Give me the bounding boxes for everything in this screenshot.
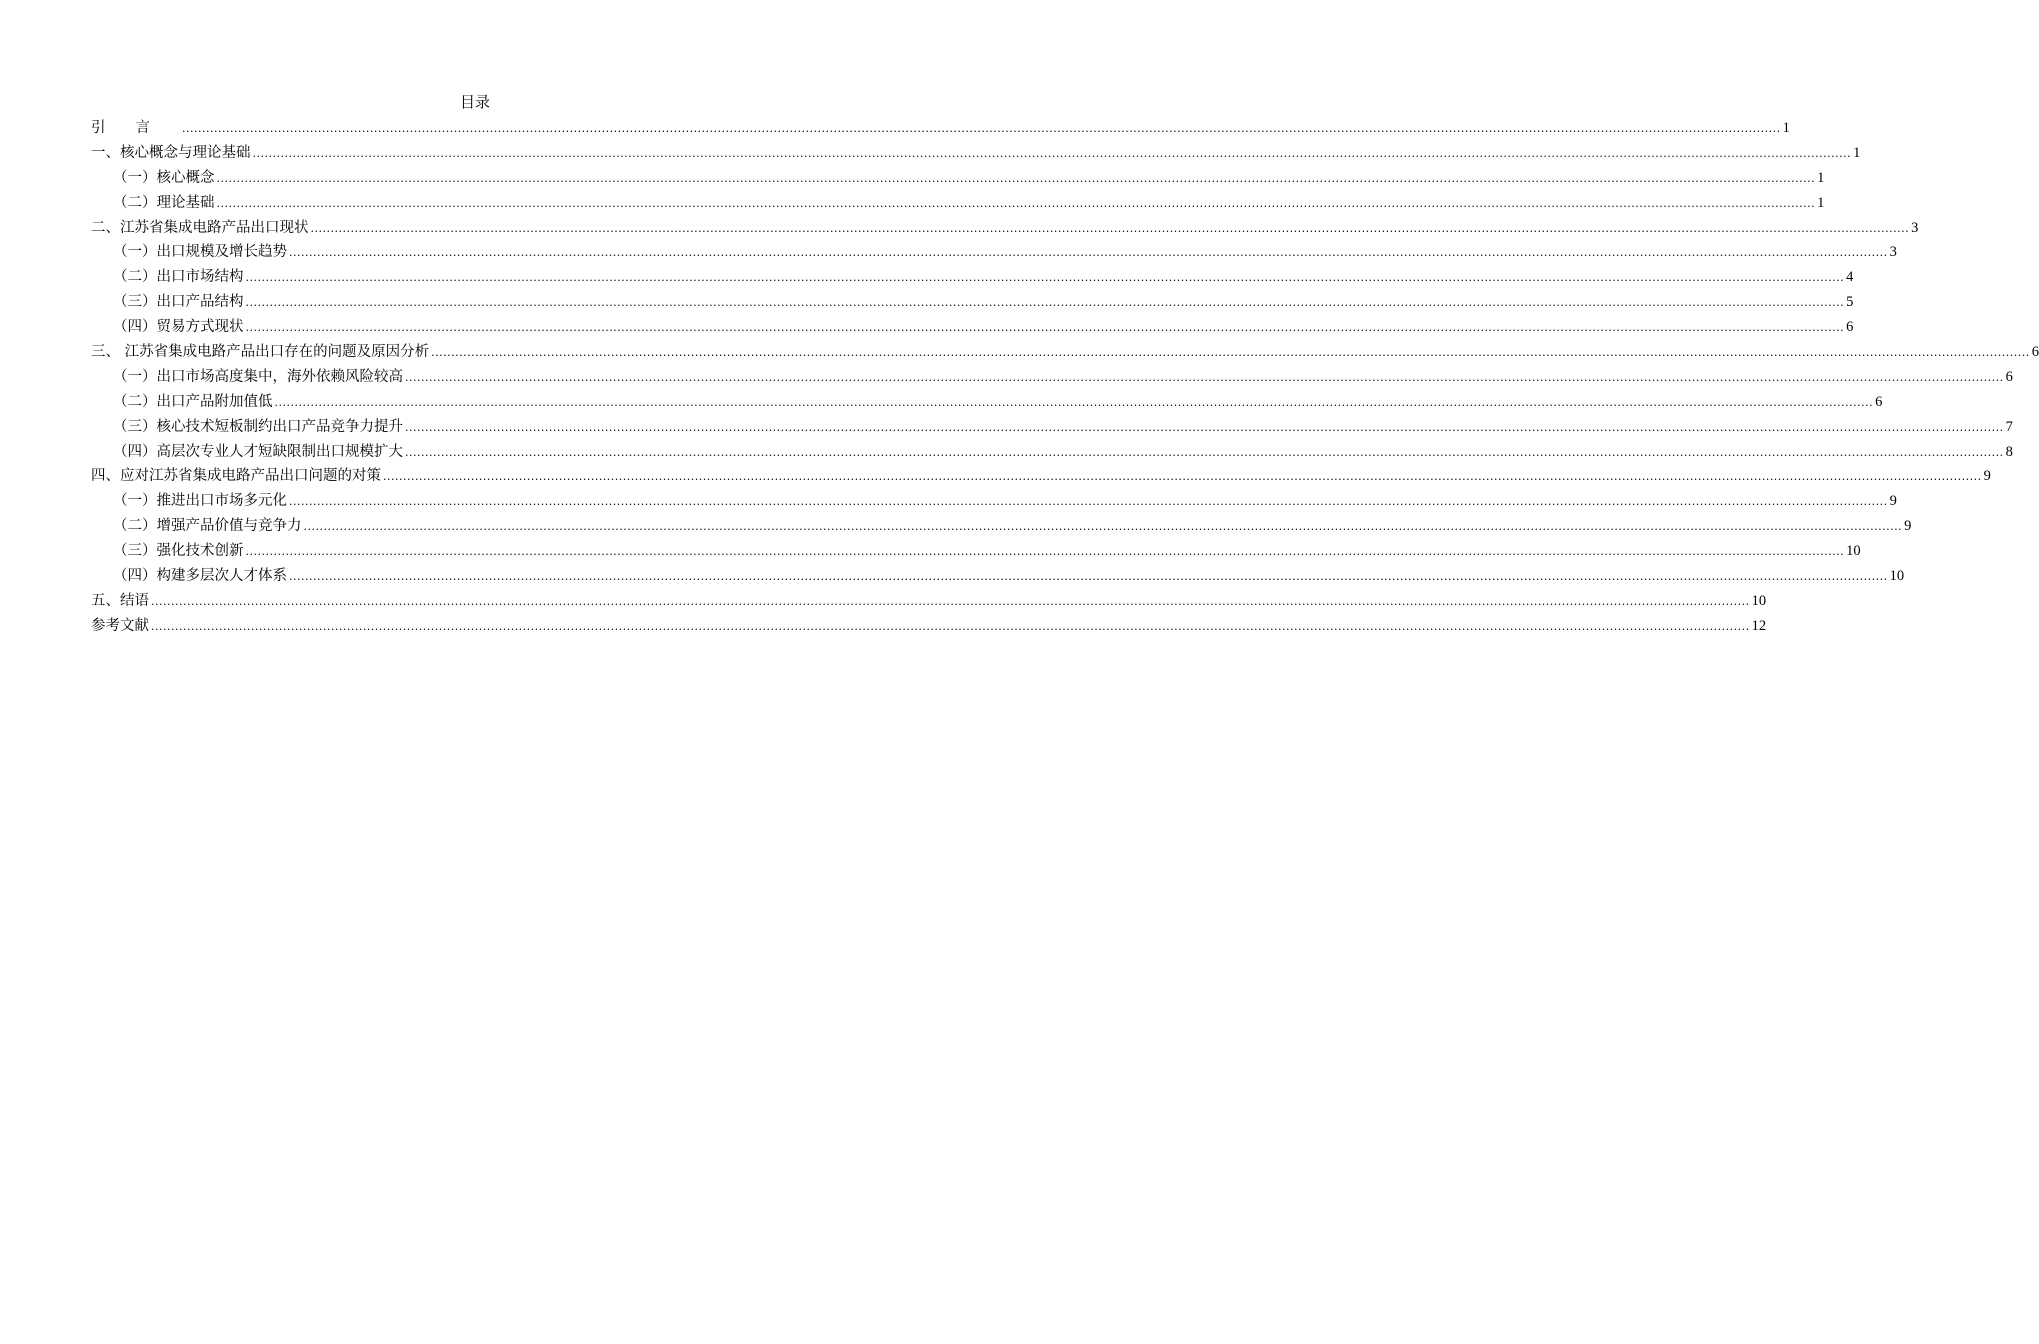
toc-entry-label: 参考文献 [91, 617, 149, 634]
toc-entry[interactable] [91, 116, 1790, 141]
toc-entry-page-number: 8 [2005, 443, 2013, 460]
toc-entry-page-number: 9 [1983, 468, 1991, 485]
toc-entry-label: 四、应对江苏省集成电路产品出口问题的对策 [91, 468, 381, 485]
toc-entry-label: （二）理论基础 [113, 194, 215, 211]
toc-title: 目录 [459, 93, 490, 111]
toc-entry[interactable] [91, 440, 2013, 465]
toc-entry-label: 一、核心概念与理论基础 [91, 144, 251, 161]
toc-entry[interactable] [91, 265, 1854, 290]
toc-dot-leader: ................................................................................................................................................................................................................................................................................................................................................................................................................ [405, 420, 2004, 434]
toc-entry-label: （二）出口市场结构 [113, 269, 244, 286]
toc-entry[interactable] [91, 365, 2013, 390]
toc-entry-page-number: 1 [1782, 120, 1790, 136]
toc-dot-leader: ................................................................................................................................................................................................................................................................................................................................................................................................................ [289, 495, 1888, 509]
toc-entry-page-number: 10 [1846, 543, 1861, 560]
toc-entry-page-number: 10 [1889, 568, 1905, 585]
toc-entry[interactable] [91, 464, 1991, 489]
toc-entry[interactable] [91, 390, 1883, 415]
toc-entry[interactable] [91, 489, 1897, 514]
toc-entry[interactable] [91, 141, 1861, 166]
toc-entry-page-number: 6 [2031, 344, 2039, 361]
toc-entry-page-number: 6 [1846, 319, 1854, 336]
toc-entry-label: （二）增强产品价值与竞争力 [113, 518, 302, 535]
toc-entry[interactable] [91, 564, 1905, 589]
toc-entry-page-number: 1 [1853, 144, 1861, 161]
toc-entry-page-number: 9 [1889, 493, 1897, 510]
toc-entry-label: （三）强化技术创新 [113, 543, 244, 560]
toc-entry-page-number: 1 [1817, 194, 1825, 211]
toc-dot-leader: ................................................................................................................................................................................................................................................................................................................................................................................................................ [431, 346, 2030, 360]
toc-entry-label: （四）贸易方式现状 [113, 319, 244, 336]
toc-entry[interactable] [91, 614, 1767, 639]
toc-entry-label: （四）构建多层次人才体系 [113, 568, 287, 585]
toc-entry-page-number: 6 [2005, 368, 2013, 385]
toc-dot-leader: ................................................................................................................................................................................................................................................................................................................................................................................................................ [303, 520, 1903, 534]
toc-dot-leader: ................................................................................................................................................................................................................................................................................................................................................................................................................ [289, 246, 1888, 260]
toc-entry[interactable] [91, 240, 1897, 265]
toc-dot-leader: ................................................................................................................................................................................................................................................................................................................................................................................................................ [289, 570, 1888, 584]
toc-entry-label: （一）推进出口市场多元化 [113, 493, 287, 510]
toc-entry[interactable] [91, 589, 1767, 614]
toc-entry-page-number: 12 [1751, 617, 1767, 634]
toc-entry[interactable] [91, 539, 1861, 564]
toc-entry[interactable] [91, 166, 1825, 191]
toc-entry[interactable] [91, 514, 1912, 539]
toc-entry-page-number: 10 [1751, 592, 1767, 609]
toc-entry[interactable] [91, 340, 2039, 365]
toc-entry-page-number: 7 [2005, 418, 2013, 435]
toc-dot-leader: ................................................................................................................................................................................................................................................................................................................................................................................................................ [274, 395, 1874, 409]
toc-entry-page-number: 5 [1846, 294, 1854, 311]
toc-entry-label: 引言 [91, 120, 180, 136]
toc-entry[interactable] [91, 191, 1825, 216]
toc-entry[interactable] [91, 290, 1854, 315]
table-of-contents [91, 116, 2039, 639]
toc-dot-leader: ................................................................................................................................................................................................................................................................................................................................................................................................................ [310, 221, 1910, 235]
toc-dot-leader: ................................................................................................................................................................................................................................................................................................................................................................................................................ [245, 321, 1845, 335]
toc-dot-leader: ................................................................................................................................................................................................................................................................................................................................................................................................................ [245, 545, 1845, 559]
toc-entry-label: （二）出口产品附加值低 [113, 393, 273, 410]
toc-entry-page-number: 1 [1817, 169, 1825, 186]
toc-dot-leader: ................................................................................................................................................................................................................................................................................................................................................................................................................ [405, 370, 2004, 384]
toc-dot-leader: ................................................................................................................................................................................................................................................................................................................................................................................................................ [216, 171, 1816, 185]
toc-dot-leader: ................................................................................................................................................................................................................................................................................................................................................................................................................ [245, 271, 1845, 285]
toc-dot-leader: ................................................................................................................................................................................................................................................................................................................................................................................................................ [383, 470, 1982, 484]
toc-entry[interactable] [91, 315, 1854, 340]
toc-dot-leader: ................................................................................................................................................................................................................................................................................................................................................................................................................ [245, 296, 1845, 310]
toc-entry-label: （三）核心技术短板制约出口产品竞争力提升 [113, 418, 403, 435]
toc-dot-leader: ................................................................................................................................................................................................................................................................................................................................................................................................................ [405, 445, 2004, 459]
toc-dot-leader: ................................................................................................................................................................................................................................................................................................................................................................................................................ [252, 146, 1852, 160]
toc-dot-leader: ................................................................................................................................................................................................................................................................................................................................................................................................................ [151, 594, 1750, 608]
toc-dot-leader: ................................................................................................................................................................................................................................................................................................................................................................................................................ [182, 122, 1781, 135]
toc-entry-label: （一）出口市场高度集中，海外依赖风险较高 [113, 368, 403, 385]
toc-entry-label: 三、 江苏省集成电路产品出口存在的问题及原因分析 [91, 344, 430, 361]
toc-entry-label: （三）出口产品结构 [113, 294, 244, 311]
toc-entry-label: （一）核心概念 [113, 169, 215, 186]
toc-dot-leader: ................................................................................................................................................................................................................................................................................................................................................................................................................ [216, 196, 1816, 210]
toc-entry-page-number: 3 [1889, 244, 1897, 261]
toc-entry[interactable] [91, 216, 1919, 241]
toc-entry-label: 二、江苏省集成电路产品出口现状 [91, 219, 309, 236]
toc-entry-page-number: 3 [1911, 219, 1919, 236]
toc-entry-page-number: 9 [1904, 518, 1912, 535]
toc-entry-label: （一）出口规模及增长趋势 [113, 244, 287, 261]
toc-entry-page-number: 4 [1846, 269, 1854, 286]
toc-dot-leader: ................................................................................................................................................................................................................................................................................................................................................................................................................ [151, 619, 1750, 633]
toc-entry-page-number: 6 [1875, 393, 1883, 410]
toc-entry[interactable] [91, 415, 2013, 440]
toc-entry-label: 五、结语 [91, 592, 149, 609]
toc-entry-label: （四）高层次专业人才短缺限制出口规模扩大 [113, 443, 403, 460]
